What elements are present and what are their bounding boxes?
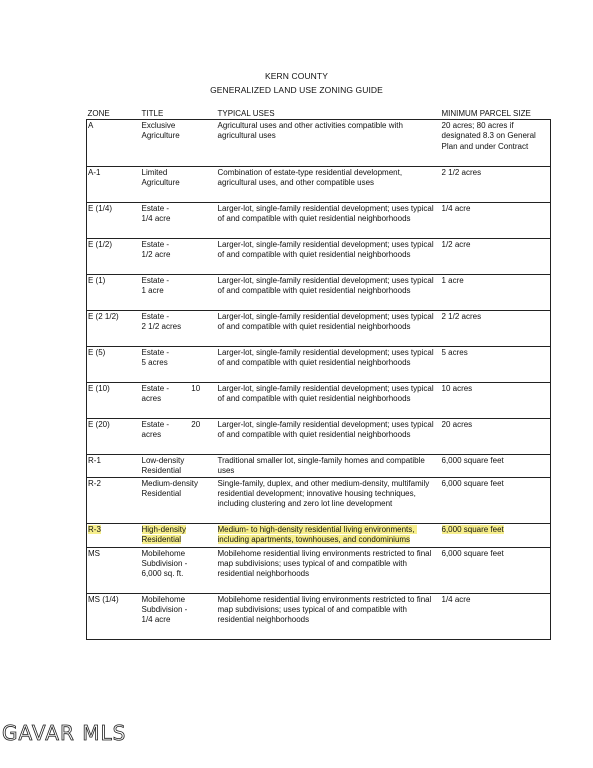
cell-text: E (1/4)	[88, 204, 113, 214]
cell-text: Medium-density	[141, 478, 198, 488]
cell-text: acres	[141, 430, 162, 440]
cell-text: Mobilehome residential living environments restricted to final map subdivisions; uses typical of and compatible with residential neighborhoods	[217, 594, 434, 625]
title-cell	[141, 347, 217, 383]
cell-text: Estate -	[141, 240, 170, 250]
cell-text: 2 1/2 acres	[141, 322, 182, 332]
cell-text: Limited	[141, 168, 168, 178]
table-row	[87, 275, 551, 311]
parcel-cell	[441, 383, 551, 419]
parcel-cell	[441, 239, 551, 275]
table-row	[87, 239, 551, 275]
cell-text: Estate -	[141, 204, 170, 214]
column-header-minimum-parcel-size: MINIMUM PARCEL SIZE	[441, 108, 551, 120]
cell-text: Combination of estate-type residential development, agricultural uses, and other compatible uses	[217, 168, 405, 188]
zone-cell	[87, 477, 141, 523]
table-row	[87, 419, 551, 455]
uses-cell	[217, 455, 441, 477]
cell-text: Medium- to high-density residential living environments, including apartments, townhouses, and condominiums	[217, 524, 417, 544]
cell-text: E (20)	[88, 420, 110, 430]
cell-text: Larger-lot, single-family residential development; uses typical of and compatible with quiet residential neighborhoods	[217, 384, 436, 404]
table-row	[87, 167, 551, 203]
uses-cell	[217, 311, 441, 347]
parcel-cell	[441, 167, 551, 203]
column-header-typical-uses: TYPICAL USES	[217, 108, 441, 120]
zone-cell	[87, 275, 141, 311]
title-cell	[141, 203, 217, 239]
uses-cell	[217, 120, 441, 167]
table-row	[87, 383, 551, 419]
cell-text: R-1	[88, 456, 101, 466]
cell-text: R-2	[88, 478, 101, 488]
cell-text: E (1)	[88, 276, 106, 286]
cell-text: Estate -	[141, 276, 170, 286]
table-row	[87, 477, 551, 523]
cell-text: Estate - 20	[141, 420, 201, 430]
uses-cell	[217, 203, 441, 239]
cell-text: Estate -	[141, 312, 170, 322]
uses-cell	[217, 419, 441, 455]
cell-text: 1/2 acre	[441, 240, 471, 250]
parcel-cell	[441, 120, 551, 167]
cell-text: 2 1/2 acres	[441, 312, 482, 322]
table-row	[87, 547, 551, 593]
table-row	[87, 347, 551, 383]
parcel-cell	[441, 547, 551, 593]
cell-text: Mobilehome	[141, 548, 186, 558]
parcel-cell	[441, 523, 551, 547]
uses-cell	[217, 477, 441, 523]
zone-cell	[87, 593, 141, 639]
zone-cell	[87, 347, 141, 383]
title-cell	[141, 275, 217, 311]
cell-text: E (5)	[88, 348, 106, 358]
cell-text: 6,000 square feet	[441, 478, 504, 488]
cell-text: 1 acre	[441, 276, 464, 286]
cell-text: Agricultural uses and other activities compatible with agricultural uses	[217, 121, 406, 141]
cell-text: 1/2 acre	[141, 250, 171, 260]
uses-cell	[217, 523, 441, 547]
cell-text: High-density	[141, 524, 186, 534]
parcel-cell	[441, 419, 551, 455]
cell-text: 5 acres	[441, 348, 468, 358]
cell-text: E (10)	[88, 384, 110, 394]
cell-text: Larger-lot, single-family residential development; uses typical of and compatible with quiet residential neighborhoods	[217, 240, 436, 260]
cell-text: MS	[88, 548, 100, 558]
cell-text: 10 acres	[441, 384, 473, 394]
cell-text: 1/4 acre	[441, 204, 471, 214]
cell-text: R-3	[88, 524, 101, 534]
cell-text: 6,000 square feet	[441, 456, 504, 466]
zone-cell	[87, 203, 141, 239]
uses-cell	[217, 239, 441, 275]
cell-text: Estate - 10	[141, 384, 201, 394]
cell-text: A	[88, 121, 94, 131]
cell-text: 1 acre	[141, 286, 164, 296]
cell-text: Mobilehome residential living environments restricted to final map subdivisions; uses typical of and compatible with residential neighborhoods	[217, 548, 434, 579]
uses-cell	[217, 547, 441, 593]
cell-text: Mobilehome	[141, 594, 186, 604]
table-row	[87, 120, 551, 167]
cell-text: Traditional smaller lot, single-family homes and compatible uses	[217, 456, 428, 476]
cell-text: Larger-lot, single-family residential development; uses typical of and compatible with quiet residential neighborhoods	[217, 348, 436, 368]
title-cell	[141, 167, 217, 203]
table-row	[87, 203, 551, 239]
column-header-zone: ZONE	[87, 108, 141, 120]
cell-text: Low-density	[141, 456, 185, 466]
guide-title: GENERALIZED LAND USE ZONING GUIDE	[210, 85, 383, 95]
zone-cell	[87, 311, 141, 347]
cell-text: MS (1/4)	[88, 594, 119, 604]
parcel-cell	[441, 347, 551, 383]
cell-text: Larger-lot, single-family residential development; uses typical of and compatible with quiet residential neighborhoods	[217, 420, 436, 440]
cell-text: 6,000 square feet	[441, 548, 504, 558]
uses-cell	[217, 347, 441, 383]
title-cell	[141, 477, 217, 523]
cell-text: Single-family, duplex, and other medium-density, multifamily residential development; innovative housing techniques, including clustering and zero lot line development	[217, 478, 432, 509]
zone-cell	[87, 547, 141, 593]
parcel-cell	[441, 477, 551, 523]
uses-cell	[217, 593, 441, 639]
uses-cell	[217, 383, 441, 419]
zone-cell	[87, 120, 141, 167]
county-heading: KERN COUNTY	[265, 71, 328, 81]
cell-text: Subdivision -	[141, 604, 188, 614]
title-cell	[141, 419, 217, 455]
title-cell	[141, 383, 217, 419]
table-header-row	[87, 108, 551, 120]
cell-text: 2 1/2 acres	[441, 168, 482, 178]
zone-cell	[87, 455, 141, 477]
title-cell	[141, 311, 217, 347]
zone-cell	[87, 383, 141, 419]
cell-text: 6,000 sq. ft.	[141, 569, 184, 579]
cell-text: 20 acres; 80 acres if designated 8.3 on General Plan and under Contract	[441, 121, 539, 151]
cell-text: 1/4 acre	[441, 594, 471, 604]
table-row	[87, 311, 551, 347]
parcel-cell	[441, 203, 551, 239]
cell-text: acres	[141, 394, 162, 404]
cell-text: 6,000 square feet	[441, 524, 504, 534]
parcel-cell	[441, 311, 551, 347]
cell-text: E (1/2)	[88, 240, 113, 250]
title-cell	[141, 593, 217, 639]
zone-cell	[87, 167, 141, 203]
cell-text: Larger-lot, single-family residential development; uses typical of and compatible with quiet residential neighborhoods	[217, 276, 436, 296]
title-cell	[141, 547, 217, 593]
cell-text: Larger-lot, single-family residential development; uses typical of and compatible with quiet residential neighborhoods	[217, 204, 436, 224]
cell-text: 1/4 acre	[141, 214, 171, 224]
cell-text: Estate -	[141, 348, 170, 358]
watermark-logo: GAVAR MLS	[2, 721, 127, 745]
zone-cell	[87, 523, 141, 547]
title-cell	[141, 120, 217, 167]
cell-text: A-1	[88, 168, 101, 178]
title-cell	[141, 455, 217, 477]
cell-text: 1/4 acre	[141, 615, 171, 625]
title-cell	[141, 523, 217, 547]
title-cell	[141, 239, 217, 275]
cell-text: Agriculture	[141, 131, 180, 141]
cell-text: Residential	[141, 534, 182, 544]
uses-cell	[217, 167, 441, 203]
cell-text: Larger-lot, single-family residential development; uses typical of and compatible with quiet residential neighborhoods	[217, 312, 436, 332]
zoning-table	[86, 108, 551, 640]
cell-text: E (2 1/2)	[88, 312, 119, 322]
table-row	[87, 523, 551, 547]
parcel-cell	[441, 455, 551, 477]
cell-text: 20 acres	[441, 420, 473, 430]
parcel-cell	[441, 275, 551, 311]
cell-text: Residential	[141, 488, 182, 498]
table-row	[87, 593, 551, 639]
table-row	[87, 455, 551, 477]
uses-cell	[217, 275, 441, 311]
cell-text: Subdivision -	[141, 558, 188, 568]
column-header-title: TITLE	[141, 108, 217, 120]
cell-text: Agriculture	[141, 178, 180, 188]
cell-text: 5 acres	[141, 358, 168, 368]
zone-cell	[87, 419, 141, 455]
cell-text: Residential	[141, 466, 182, 476]
parcel-cell	[441, 593, 551, 639]
cell-text: Exclusive	[141, 121, 176, 131]
zone-cell	[87, 239, 141, 275]
